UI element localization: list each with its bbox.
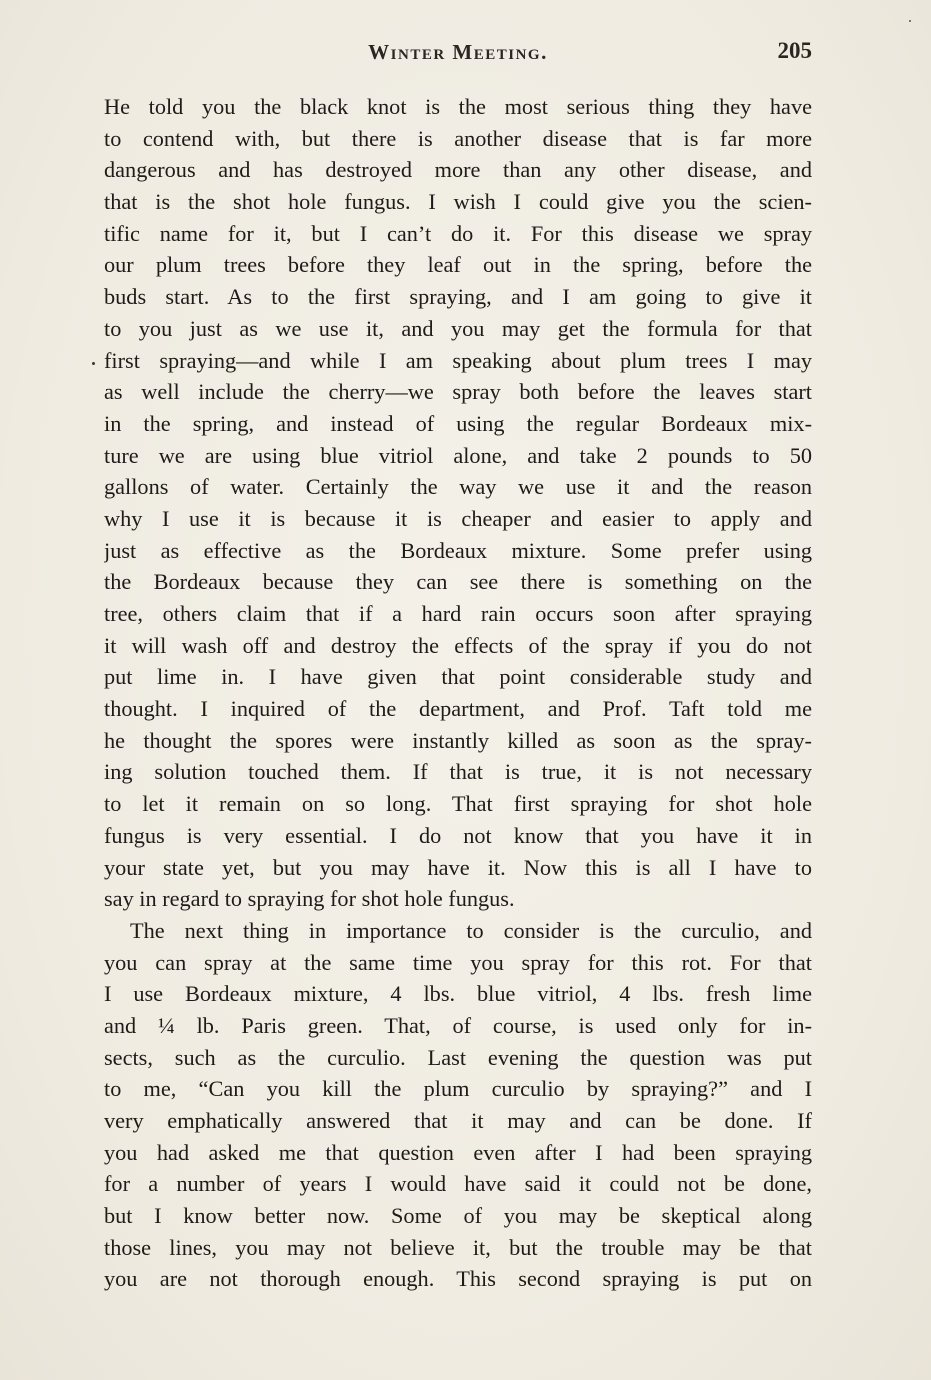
text-line: your state yet, but you may have it. Now this is all I have to: [104, 854, 812, 880]
text-line: first spraying—and while I am speaking about plum trees I may: [104, 347, 812, 373]
text-line: thought. I inquired of the department, and Prof. Taft told me: [104, 696, 812, 722]
text-line: sects, such as the curculio. Last evening the question was put: [104, 1044, 812, 1070]
text-line: to me, “Can you kill the plum curculio by spraying?” and I: [104, 1076, 812, 1102]
text-line: buds start. As to the first spraying, and I am going to give it: [104, 284, 812, 310]
text-line: he thought the spores were instantly killed as soon as the spray-: [104, 727, 812, 753]
text-line: and ¼ lb. Paris green. That, of course, is used only for in-: [104, 1012, 812, 1038]
text-line: in the spring, and instead of using the regular Bordeaux mix-: [104, 410, 812, 436]
text-line: say in regard to spraying for shot hole fungus.: [104, 886, 515, 912]
text-line: to let it remain on so long. That first spraying for shot hole: [104, 791, 812, 817]
text-line: tific name for it, but I can’t do it. For this disease we spray: [104, 220, 812, 246]
text-line: He told you the black knot is the most serious thing they have: [104, 94, 812, 119]
text-line: dangerous and has destroyed more than any other disease, and: [104, 157, 812, 183]
text-line: tree, others claim that if a hard rain occurs soon after spraying: [104, 601, 812, 626]
paragraph-1: [104, 91, 812, 915]
body-text: [104, 91, 812, 1295]
text-line: I use Bordeaux mixture, 4 lbs. blue vitriol, 4 lbs. fresh lime: [104, 981, 812, 1007]
text-line: ing solution touched them. If that is true, it is not necessary: [104, 759, 812, 785]
text-line: you can spray at the same time you spray for this rot. For that: [104, 949, 812, 975]
text-line: that is the shot hole fungus. I wish I could give you the scien-: [104, 189, 812, 215]
page-speck: [909, 20, 911, 22]
text-line: put lime in. I have given that point considerable study and: [104, 664, 812, 690]
page-number: 205: [777, 38, 812, 63]
text-line: The next thing in importance to consider is the curculio, and: [130, 917, 812, 943]
text-line: to you just as we use it, and you may get the formula for that: [104, 315, 812, 341]
text-line: fungus is very essential. I do not know that you have it in: [104, 822, 812, 848]
text-line: as well include the cherry—we spray both before the leaves start: [104, 379, 812, 405]
text-line: the Bordeaux because they can see there is something on the: [104, 569, 812, 595]
text-line: just as effective as the Bordeaux mixture. Some prefer using: [104, 537, 812, 563]
paragraph-2: [104, 915, 812, 1295]
text-line: for a number of years I would have said it could not be done,: [104, 1171, 812, 1197]
page-header: [104, 40, 812, 74]
text-line: those lines, you may not believe it, but the trouble may be that: [104, 1234, 812, 1260]
text-line: why I use it is because it is cheaper and easier to apply and: [104, 505, 812, 531]
margin-speck: [92, 362, 95, 365]
text-line: very emphatically answered that it may and can be done. If: [104, 1108, 812, 1133]
text-line: gallons of water. Certainly the way we use it and the reason: [104, 474, 812, 500]
text-line: ture we are using blue vitriol alone, and take 2 pounds to 50: [104, 442, 812, 468]
text-line: you had asked me that question even after I had been spraying: [104, 1139, 812, 1165]
text-line: but I know better now. Some of you may be skeptical along: [104, 1203, 812, 1229]
text-line: it will wash off and destroy the effects of the spray if you do not: [104, 632, 812, 658]
text-line: our plum trees before they leaf out in the spring, before the: [104, 252, 812, 278]
text-line: to contend with, but there is another disease that is far more: [104, 125, 812, 151]
running-title: Winter Meeting.: [368, 40, 548, 64]
text-line: you are not thorough enough. This second spraying is put on: [104, 1266, 812, 1292]
